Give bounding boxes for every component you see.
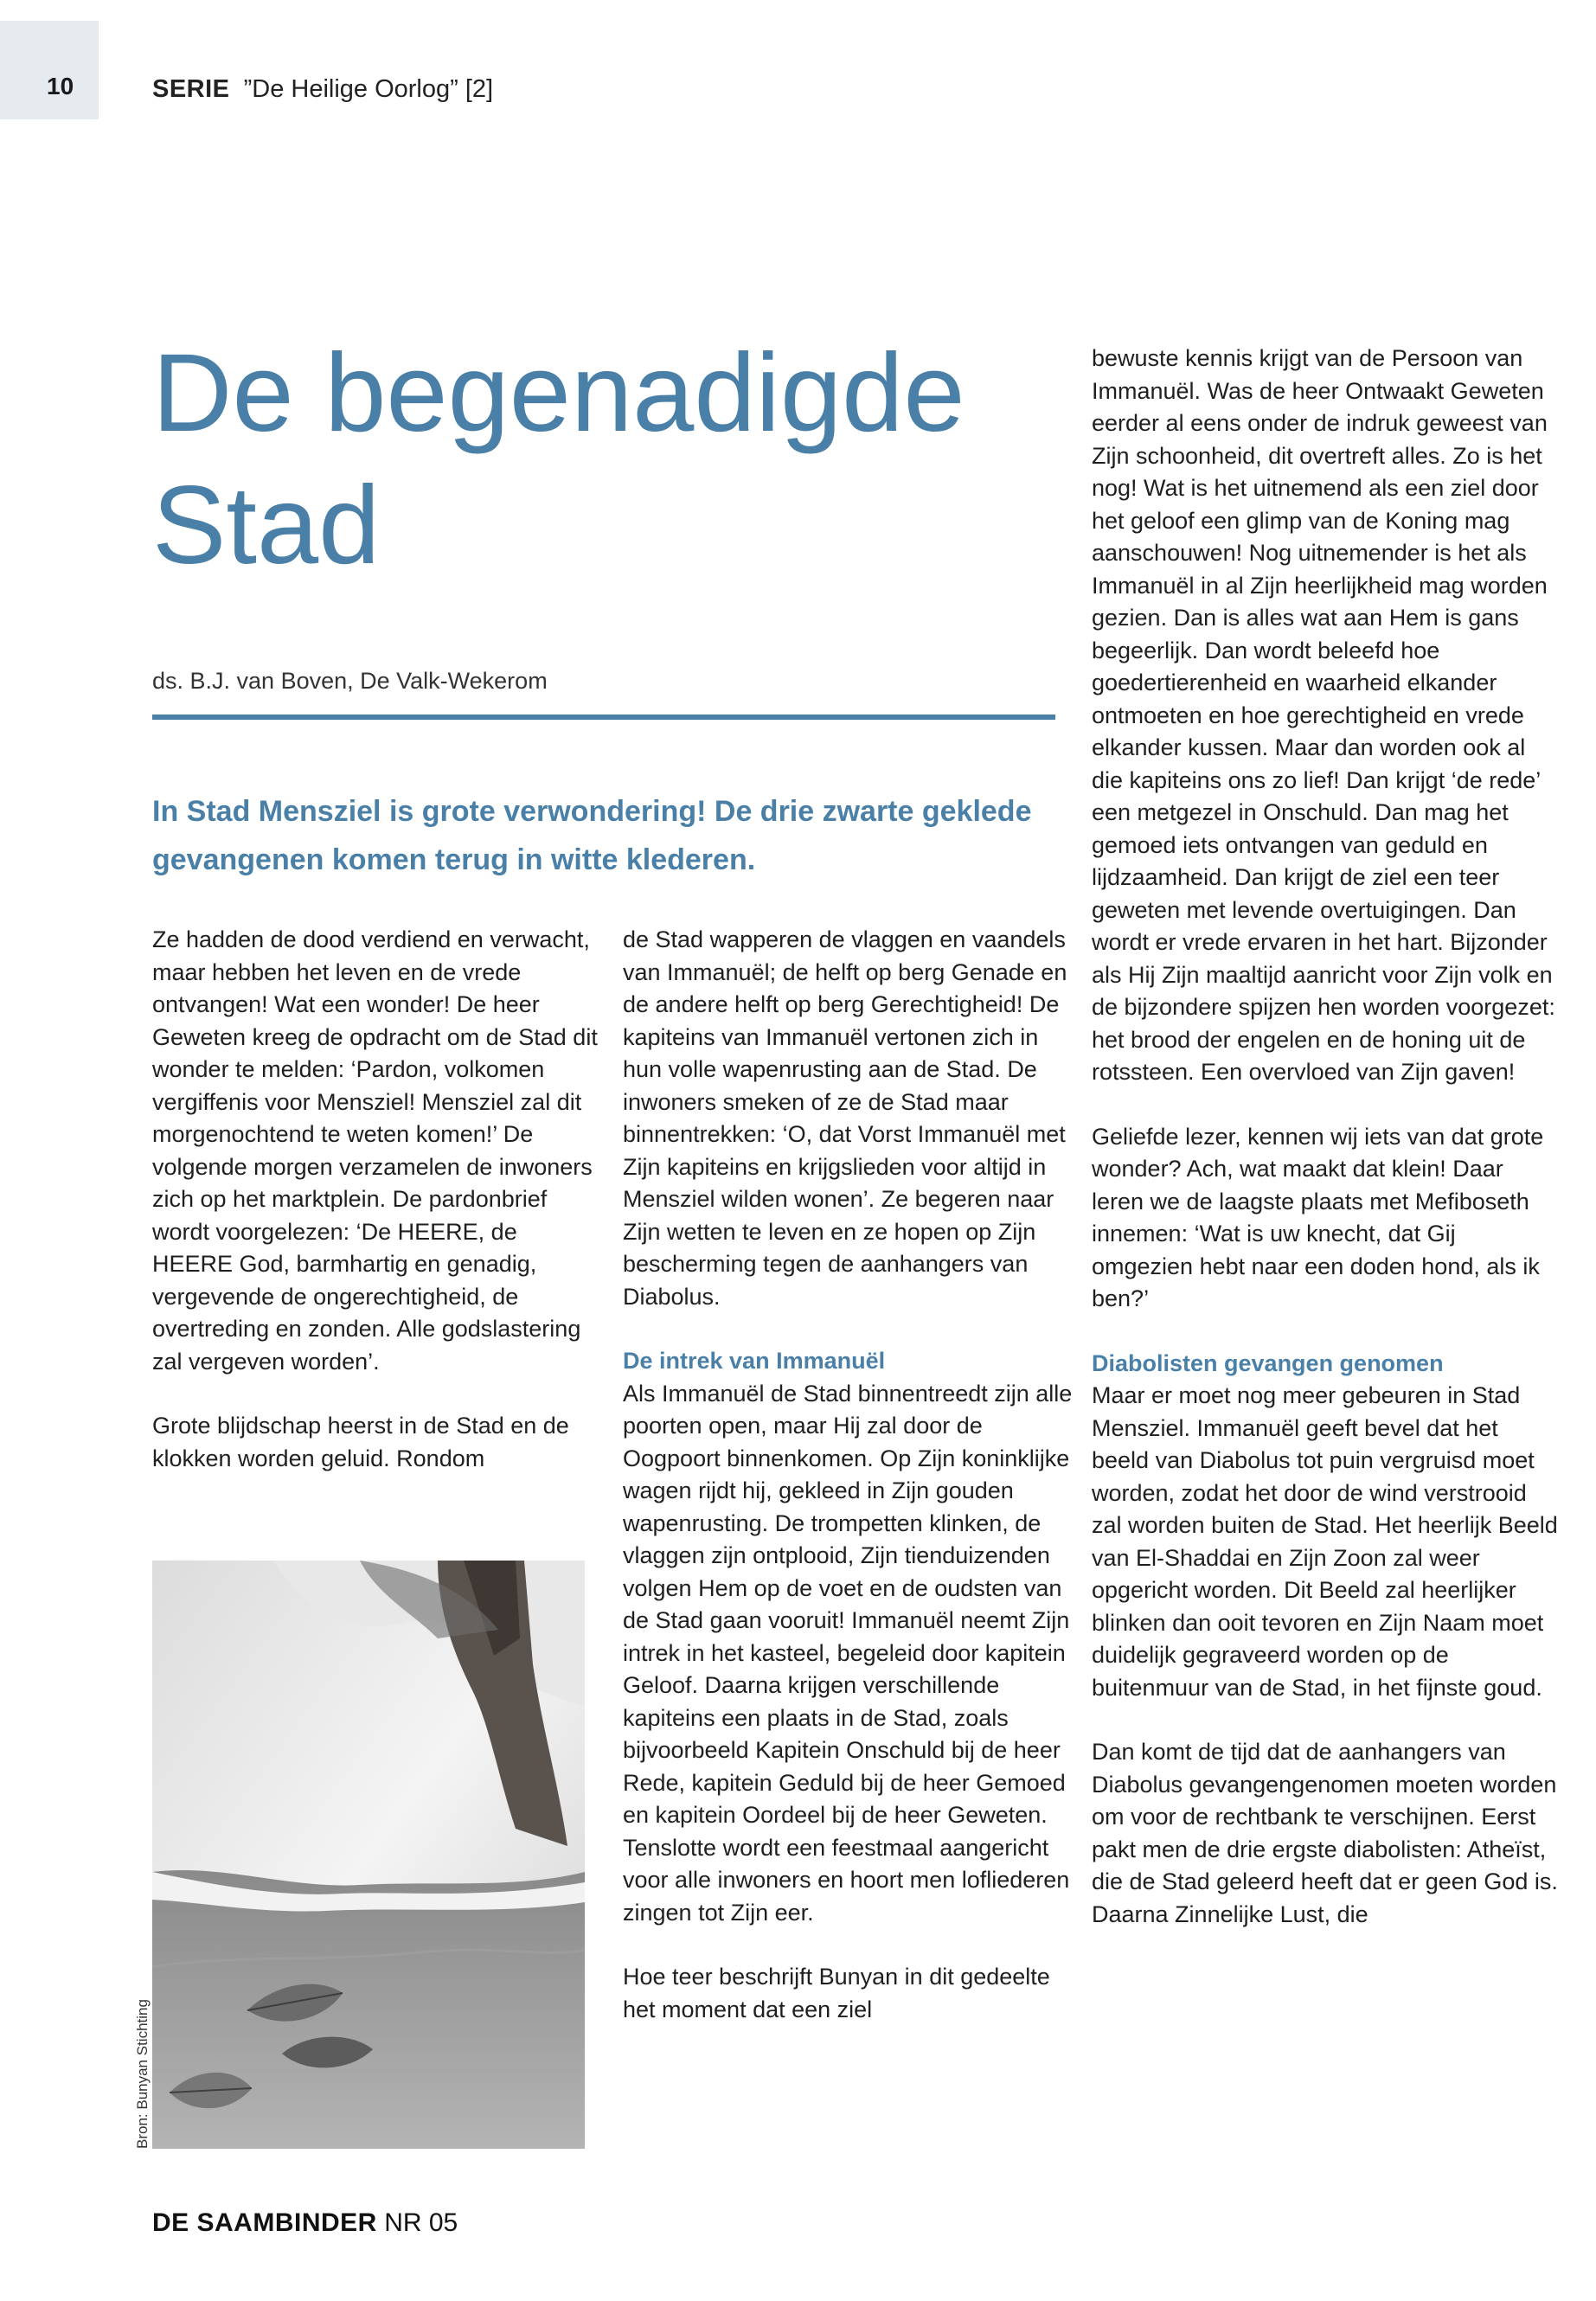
col2-paragraph-3: Hoe teer beschrijft Bunyan in dit gedeelte het moment dat een ziel (623, 1964, 1050, 2022)
lead-paragraph: In Stad Mensziel is grote verwondering! De drie zwarte geklede gevangenen komen terug in witte klederen. (152, 795, 1032, 876)
column-1 (152, 924, 602, 1475)
column-3 (1092, 343, 1559, 1931)
title-line-2: Stad (152, 464, 381, 587)
article-title (152, 327, 1061, 592)
col1-paragraph-1: Ze hadden de dood verdiend en verwacht, maar hebben het leven en de vrede ontvangen! Wat een wonder! De heer Geweten kreeg de opdracht om de Stad dit wonder te melden: ‘Pardon, volkomen vergiffenis voor Mensziel! Mensziel zal dit morgenochtend te weten komen!’ De volgende morgen verzamelen de inwoners zich op het marktplein. De pardonbrief wordt voorgelezen: ‘De HEERE, de HEERE God, barmhartig en genadig, vergevende de ongerechtigheid, de overtreding en zonden. Alle godslastering zal vergeven worden’. (152, 926, 598, 1375)
column-2 (623, 924, 1073, 2026)
col3-paragraph-3: Maar er moet nog meer gebeuren in Stad Mensziel. Immanuël geeft bevel dat het beeld van Diabolus tot puin vergruisd moet worden, zodat het door de wind verstrooid zal worden buiten de Stad. Het heerlijk Beeld van El-Shaddai en Zijn Zoon zal weer opgericht worden. Dit Beeld zal heerlijker blinken dan ooit tevoren en Zijn Naam moet duidelijk gegraveerd worden op de buitenmuur van de Stad, in het fijnste goud. (1092, 1382, 1558, 1701)
series-title: ”De Heilige Oorlog” [2] (243, 75, 494, 103)
series-header (152, 75, 493, 104)
col1-paragraph-2: Grote blijdschap heerst in de Stad en de klokken worden geluid. Rondom (152, 1413, 569, 1471)
issue-number: NR 05 (384, 2208, 458, 2237)
title-divider (152, 715, 1055, 720)
series-label: SERIE (152, 75, 230, 103)
col3-paragraph-4: Dan komt de tijd dat de aanhangers van Diabolus gevangengenomen moeten worden om voor de rechtbank te verschijnen. Eerst pakt men de drie ergste diabolisten: Atheïst, die de Stad geleerd heeft dat er geen God is. Daarna Zinnelijke Lust, die (1092, 1739, 1558, 1927)
photo-credit: Bron: Bunyan Stichting (134, 1999, 151, 2149)
col3-paragraph-1: bewuste kennis krijgt van de Persoon van Immanuël. Was de heer Ontwaakt Geweten eerder al eens onder de indruk geweest van Zijn schoonheid, dit overtreft alles. Zo is het nog! Wat is het uitnemend als een ziel door het geloof een glimp van de Koning mag aanschouwen! Nog uitnemender is het als Immanuël in al Zijn heerlijkheid mag worden gezien. Dan is alles wat aan Hem is gans begeerlijk. Dan wordt beleefd hoe goedertierenheid en waarheid elkander ontmoeten en hoe gerechtigheid en vrede elkander kussen. Maar dan worden ook al die kapiteins ons zo lief! Dan krijgt ‘de rede’ een metgezel in Onschuld. Dan mag het gemoed iets ontvangen van geduld en lijdzaamheid. Dan krijgt de ziel een teer geweten met levende overtuigingen. Dan wordt er vrede ervaren in het hart. Bijzonder als Hij Zijn maaltijd aanricht voor Zijn volk en de bijzondere spijzen hen worden voorgezet: het brood der engelen en de honing uit de rotssteen. Een overvloed van Zijn gaven! (1092, 345, 1555, 1085)
col2-paragraph-1: de Stad wapperen de vlaggen en vaandels van Immanuël; de helft op berg Genade en de andere helft op berg Gerechtigheid! De kapiteins van Immanuël vertonen zich in hun volle wapenrusting aan de Stad. De inwoners smeken of ze de Stad maar binnentrekken: ‘O, dat Vorst Immanuël met Zijn kapiteins en krijgslieden voor altijd in Mensziel wilden wonen’. Ze begeren naar Zijn wetten te leven en ze hopen op Zijn bescherming tegen de aanhangers van Diabolus. (623, 926, 1067, 1310)
page-number-box (0, 21, 99, 119)
page-number: 10 (47, 73, 74, 99)
col3-paragraph-2: Geliefde lezer, kennen wij iets van dat grote wonder? Ach, wat maakt dat klein! Daar leren we de laagste plaats met Mefiboseth innemen: ‘Wat is uw knecht, dat Gij omgezien hebt naar een doden hond, als ik ben?’ (1092, 1123, 1544, 1311)
footer-publication (152, 2208, 458, 2238)
snow-leaves-photo (152, 1561, 585, 2149)
subheading-intrek: De intrek van Immanuël (623, 1348, 886, 1374)
publication-name: DE SAAMBINDER (152, 2208, 377, 2237)
author-byline: ds. B.J. van Boven, De Valk-Wekerom (152, 668, 548, 694)
subheading-diabolisten: Diabolisten gevangen genomen (1092, 1349, 1444, 1376)
title-line-1: De begenadigde (152, 331, 965, 455)
col2-paragraph-2: Als Immanuël de Stad binnentreedt zijn alle poorten open, maar Hij zal door de Oogpoort binnenkomen. Op Zijn koninklijke wagen rijdt hij, gekleed in Zijn gouden wapenrusting. De trompetten klinken, de vlaggen zijn ontplooid, Zijn tienduizenden volgen Hem op de voet en de oudsten van de Stad gaan vooruit! Immanuël neemt Zijn intrek in het kasteel, begeleid door kapitein Geloof. Daarna krijgen verschillende kapiteins een plaats in de Stad, zoals bijvoorbeeld Kapitein Onschuld bij de heer Rede, kapitein Geduld bij de heer Gemoed en kapitein Oordeel bij de heer Geweten. Tenslotte wordt een feestmaal aangericht voor alle inwoners en hoort men lofliederen zingen tot Zijn eer. (623, 1380, 1073, 1926)
